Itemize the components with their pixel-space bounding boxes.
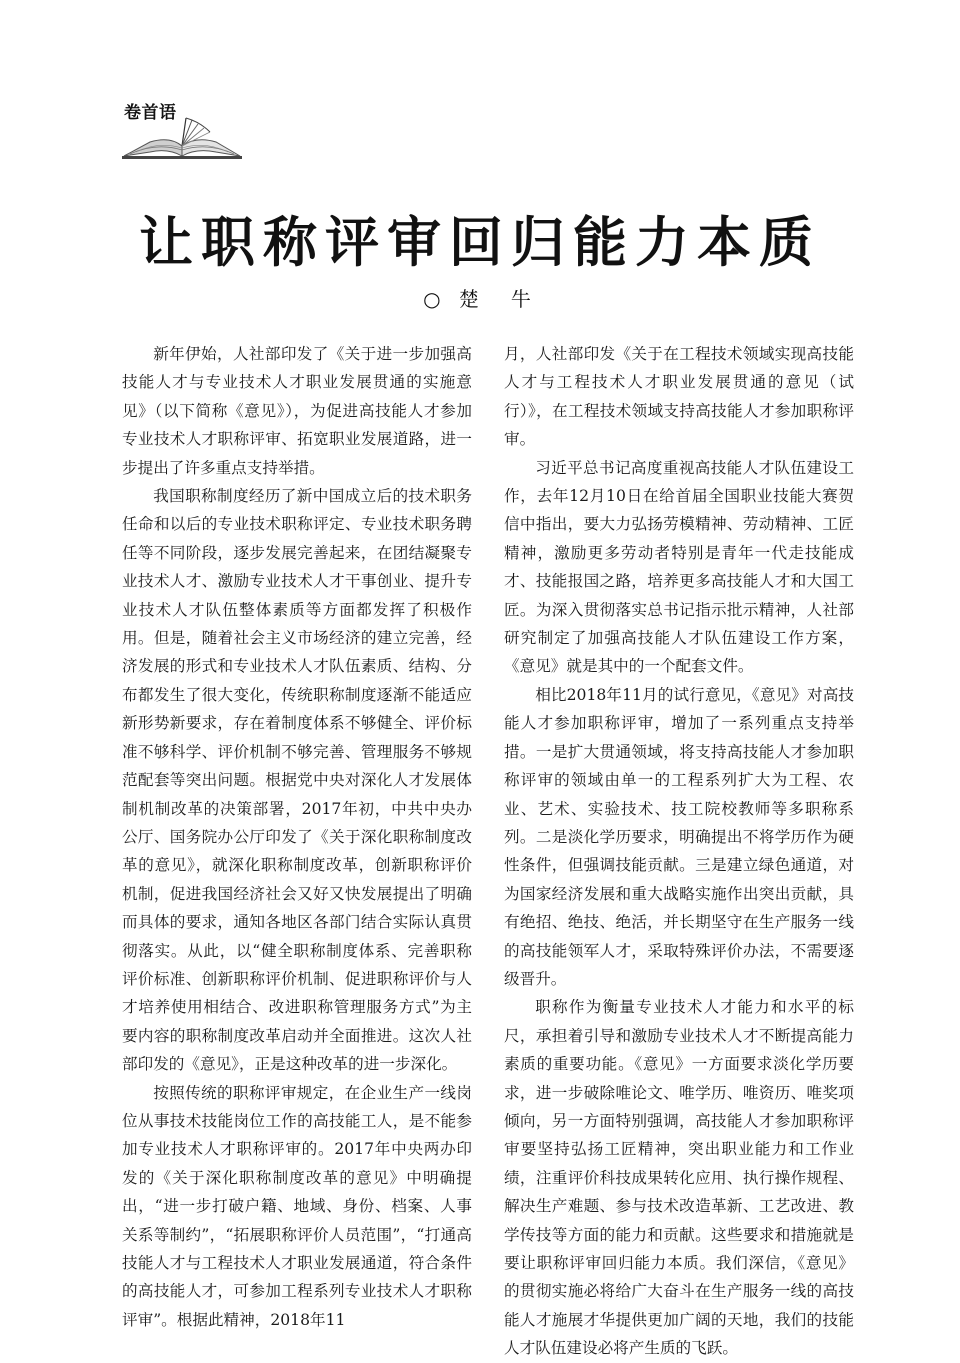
right-column <box>504 340 854 1363</box>
paragraph: 按照传统的职称评审规定，在企业生产一线岗位从事技术技能岗位工作的高技能工人，是不能参加专业技术人才职称评审的。2017年中央两办印发的《关于深化职称制度改革的意见》中明确提出，“进一步打破户籍、地域、身份、档案、人事关系等制约”，“拓展职称评价人员范围”，“打通高技能人才与工程技术人才职业发展通道，符合条件的高技能人才，可参加工程系列专业技术人才职称评审”。根据此精神，2018年11 <box>122 1083 472 1329</box>
left-column <box>122 340 472 1334</box>
paragraph: 我国职称制度经历了新中国成立后的技术职务任命和以后的专业技术职称评定、专业技术职务聘任等不同阶段，逐步发展完善起来，在团结凝聚专业技术人才、激励专业技术人才干事创业、提升专业技术人才队伍整体素质等方面都发挥了积极作用。但是，随着社会主义市场经济的建立完善，经济发展的形式和专业技术人才队伍素质、结构、分布都发生了很大变化，传统职称制度逐渐不能适应新形势新要求，存在着制度体系不够健全、评价标准不够科学、评价机制不够完善、管理服务不够规范配套等突出问题。根据党中央对深化人才发展体制机制改革的决策部署，2017年初，中共中央办公厅、国务院办公厅印发了《关于深化职称制度改革的意见》，就深化职称制度改革，创新职称评价机制，促进我国经济社会又好又快发展提出了明确而具体的要求，通知各地区各部门结合实际认真贯彻落实。从此，以“健全职称制度体系、完善职称评价标准、创新职称评价机制、促进职称评价与人才培养使用相结合、改进职称管理服务方式”为主要内容的职称制度改革启动并全面推进。这次人社部印发的《意见》，正是这种改革的进一步深化。 <box>122 487 472 1074</box>
column-label: 卷首语 <box>124 103 177 123</box>
article-title: 让职称评审回归能力本质 <box>139 210 821 274</box>
paragraph: 月，人社部印发《关于在工程技术领域实现高技能人才与工程技术人才职业发展贯通的意见（试行）》，在工程技术领域支持高技能人才参加职称评审。 <box>504 345 854 449</box>
paragraph: 新年伊始，人社部印发了《关于进一步加强高技能人才与专业技术人才职业发展贯通的实施意见》（以下简称《意见》），为促进高技能人才参加专业技术人才职称评审、拓宽职业发展道路，进一步提出了许多重点支持举措。 <box>122 345 472 477</box>
open-book-icon <box>120 112 244 160</box>
paragraph: 相比2018年11月的试行意见，《意见》对高技能人才参加职称评审，增加了一系列重点支持举措。一是扩大贯通领域，将支持高技能人才参加职称评审的领域由单一的工程系列扩大为工程、农业、艺术、实验技术、技工院校教师等多职称系列。二是淡化学历要求，明确提出不将学历作为硬性条件，但强调技能贡献。三是建立绿色通道，对为国家经济发展和重大战略实施作出突出贡献，具有绝招、绝技、绝活，并长期坚守在生产服务一线的高技能领军人才，采取特殊评价办法，不需要逐级晋升。 <box>504 685 854 988</box>
article-author: ○ 楚 牛 <box>423 287 537 311</box>
paragraph: 习近平总书记高度重视高技能人才队伍建设工作，去年12月10日在给首届全国职业技能大赛贺信中指出，要大力弘扬劳模精神、劳动精神、工匠精神，激励更多劳动者特别是青年一代走技能成才、技能报国之路，培养更多高技能人才和大国工匠。为深入贯彻落实总书记指示批示精神，人社部研究制定了加强高技能人才队伍建设工作方案，《意见》就是其中的一个配套文件。 <box>504 458 854 676</box>
paragraph: 职称作为衡量专业技术人才能力和水平的标尺，承担着引导和激励专业技术人才不断提高能力素质的重要功能。《意见》一方面要求淡化学历要求，进一步破除唯论文、唯学历、唯资历、唯奖项倾向，另一方面特别强调，高技能人才参加职称评审要坚持弘扬工匠精神，突出职业能力和工作业绩，注重评价科技成果转化应用、执行操作规程、解决生产难题、参与技术改造革新、工艺改进、教学传技等方面的能力和贡献。这些要求和措施就是要让职称评审回归能力本质。我们深信，《意见》的贯彻实施必将给广大奋斗在生产服务一线的高技能人才施展才华提供更加广阔的天地，我们的技能人才队伍建设必将产生质的飞跃。 <box>504 998 854 1358</box>
